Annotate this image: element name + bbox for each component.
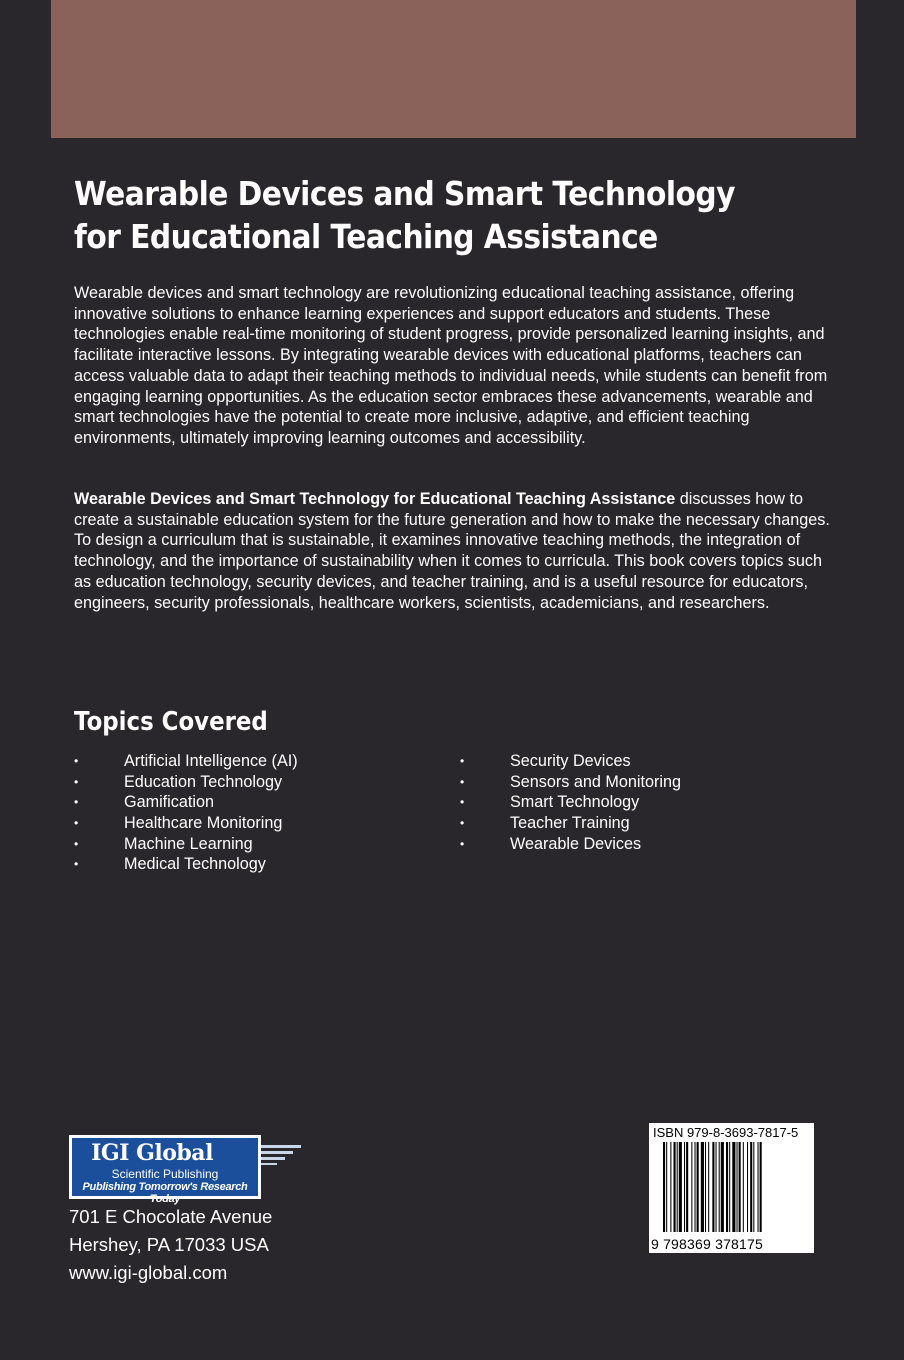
barcode-bar [679,1142,682,1232]
publisher-tagline: Publishing Tomorrow's Research Today [82,1181,248,1205]
barcode-digits: 9 798369 378175 [651,1236,763,1252]
topic-label: Artificial Intelligence (AI) [124,752,298,770]
barcode-bar [686,1142,688,1232]
barcode-bar [760,1142,762,1232]
barcode-bar [684,1142,685,1232]
description-paragraph-2 [74,489,834,613]
topic-label: Security Devices [510,752,631,770]
barcode-bar [674,1142,676,1232]
address-city: Hershey, PA 17033 USA [69,1234,269,1255]
topic-label: Sensors and Monitoring [510,772,681,791]
topic-label: Teacher Training [510,814,630,833]
description-text: discusses how to create a sustainable education system for the future generation and how to make the necessary changes. To design a curriculum that is sustainable, it examines innovative teaching methods, the integration of technology, and the importance of sustainability when it comes to curricula. This book covers topics such as education technology, security devices, and teacher training, and is a useful resource for educators, engineers, security professionals, healthcare workers, scientists, academicians, and researchers. [74,490,830,612]
barcode-bar [708,1142,709,1232]
address-street: 701 E Chocolate Avenue [69,1206,273,1227]
bullet-icon: • [74,816,79,831]
barcode-bar [677,1142,678,1232]
topic-label: Medical Technology [124,855,266,874]
logo-stripes-icon [261,1143,303,1167]
topics-heading: Topics Covered [74,707,268,737]
topic-label: Wearable Devices [510,834,642,853]
topic-label: Education Technology [124,772,283,791]
barcode-bar [726,1142,728,1232]
barcode-bar [719,1142,720,1232]
bullet-icon: • [74,795,79,810]
barcode-bar [697,1142,699,1232]
barcode-bar [716,1142,717,1232]
publisher-logo-panel [72,1138,258,1205]
publisher-name: IGI Global [91,1140,213,1166]
barcode-bar [691,1142,692,1232]
barcode-bar [721,1142,724,1232]
barcode-bar [670,1142,671,1232]
barcode-bar [695,1142,696,1232]
topic-label: Smart Technology [510,793,640,812]
bullet-icon: • [74,836,79,851]
barcode-bar [705,1142,706,1232]
barcode-bar [743,1142,744,1232]
barcode-bar [666,1142,667,1232]
bullet-icon: • [460,774,465,789]
barcode-bar [739,1142,741,1232]
bullet-icon: • [460,836,465,851]
barcode-bar [750,1142,752,1232]
bullet-icon: • [74,754,79,768]
barcode-bar [712,1142,714,1232]
topic-label: Healthcare Monitoring [124,814,283,833]
bullet-icon: • [74,857,79,872]
bullet-icon: • [460,795,465,810]
isbn-barcode [649,1123,814,1253]
publisher-address [69,1203,272,1287]
barcode-bar [729,1142,730,1232]
description-paragraph-1: Wearable devices and smart technology are revolutionizing educational teaching assistance, offering innovative solutions to enhance learning experiences and support educators and students. These technologies enable real-time monitoring of student progress, provide personalized learning insights, and facilitate interactive lessons. By integrating wearable devices with educational platforms, teachers can access valuable data to adapt their teaching methods to individual needs, while students can benefit from engaging learning opportunities. As the education sector embraces these advancements, wearable and smart technologies have the potential to create more inclusive, adaptive, and efficient teaching environments, ultimately improving learning outcomes and accessibility. [74,284,828,447]
book-title: Wearable Devices and Smart Technology for Educational Teaching Assistance [74,174,735,256]
barcode-bar [663,1142,665,1232]
publisher-website[interactable]: www.igi-global.com [69,1262,228,1283]
bullet-icon: • [460,816,465,831]
description-book-title: Wearable Devices and Smart Technology for Educational Teaching Assistance [74,490,676,508]
isbn-label: ISBN 979-8-3693-7817-5 [653,1125,799,1140]
topic-label: Machine Learning [124,834,253,853]
barcode-bar [737,1142,738,1232]
bullet-icon: • [460,754,465,768]
barcode-bars-icon [649,1142,814,1236]
publisher-logo [69,1135,261,1205]
bullet-icon: • [74,774,79,789]
barcode-bar [701,1142,704,1232]
barcode-bar [758,1142,759,1232]
barcode-bar [747,1142,748,1232]
barcode-bar [732,1142,735,1232]
publisher-subtitle: Scientific Publishing [111,1167,219,1181]
top-color-band [51,0,856,138]
topic-label: Gamification [124,793,214,812]
barcode-bar [753,1142,754,1232]
